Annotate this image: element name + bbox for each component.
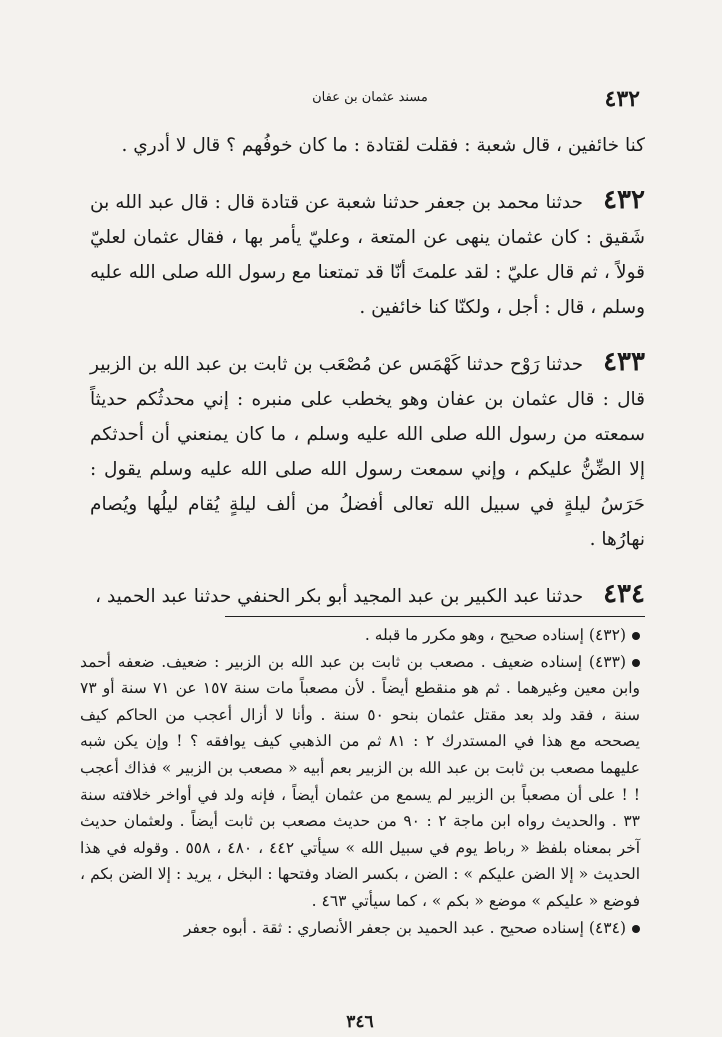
hadith-range-number: ٤٣٢ (604, 86, 640, 112)
footnote-text: (٤٣٤) إسناده صحيح . عبد الحميد بن جعفر الأنصاري : ثقة . أبوه جعفر (183, 918, 626, 937)
running-title: مسند عثمان بن عفان (312, 90, 428, 105)
hadith-text: حدثنا محمد بن جعفر حدثنا شعبة عن قتادة قال : قال عبد الله بن شَقيق : كان عثمان ينهى عن المتعة ، وعليّ يأمر بها ، فقال عثمان لعليّ قولاً ، ثم قال عليّ : لقد علمتَ أنّا قد تمتعنا مع رسول الله صلى الله عليه وسلم ، قال : أجل ، ولكنّا كنا خائفين . (90, 192, 645, 318)
footnote-text: (٤٣٣) إسناده ضعيف . مصعب بن ثابت بن عبد الله بن الزبير : ضعيف. ضعفه أحمد وابن معين وغيرهما . ثم هو منقطع أيضاً . لأن مصعباً مات سنة ١٥٧ عن ٧١ سنة أو ٧٣ سنة ، فقد ولد بعد مقتل عثمان بنحو ٥٠ سنة . وأنا لا أزال أعجب من الحاكم كيف يصححه مع هذا في المستدرك ٢ : ٨١ ثم من الذهبي كيف يوافقه ؟ ! وإن يكن شبه عليهما مصعب بن ثابت بن عبد الله بن الزبير بعم أبيه « مصعب بن الزبير » فذاك أعجب ! ! على أن مصعباً بن الزبير لم يسمع من عثمان أيضاً ، فإنه ولد في أواخر خلافته سنة ٣٣ . والحديث رواه ابن ماجة ٢ : ٩٠ من حديث مصعب بن ثابت أيضاً . ولعثمان حديث آخر بمعناه بلفظ « رباط يوم في سبيل الله » سيأتي ٤٤٢ ، ٤٨٠ ، ٥٥٨ . وقوله في هذا الحديث « إلا الضن عليكم » : الضن ، بكسر الضاد وفتحها : البخل ، يريد : إلا الضن بكم ، فوضع « عليكم » موضع « بكم » ، كما سيأتي ٤٦٣ . (80, 652, 641, 910)
hadith-432 (90, 183, 645, 325)
hadith-433 (90, 345, 645, 557)
footnote-434 (80, 915, 640, 942)
footnote-432 (80, 622, 640, 649)
main-text (90, 128, 645, 614)
hadith-number: ٤٣٤ (603, 579, 645, 609)
bullet-icon (632, 632, 640, 640)
page-header (95, 86, 640, 110)
footnote-divider (225, 616, 645, 617)
hadith-434 (90, 577, 645, 614)
footnote-text: (٤٣٢) إسناده صحيح ، وهو مكرر ما قبله . (364, 626, 626, 644)
bullet-icon (632, 925, 640, 933)
hadith-text: حدثنا عبد الكبير بن عبد المجيد أبو بكر الحنفي حدثنا عبد الحميد ، (95, 586, 584, 607)
hadith-number: ٤٣٣ (603, 347, 645, 377)
continuation-line: كنا خائفين ، قال شعبة : فقلت لقتادة : ما كان خوفُهم ؟ قال لا أدري . (121, 135, 645, 156)
bullet-icon (632, 659, 640, 667)
footnotes (80, 622, 640, 941)
page-number: ٣٤٦ (346, 1012, 374, 1032)
hadith-text: حدثنا رَوْح حدثنا كَهْمَس عن مُصْعَب بن ثابت بن عبد الله بن الزبير قال : قال عثمان بن عفان وهو يخطب على منبره : إني محدثُكم حديثاً سمعته من رسول الله صلى الله عليه وسلم ، ما كان يمنعني أن أحدثكم إلا الضِّنُّ عليكم ، وإني سمعت رسول الله صلى الله عليه وسلم يقول : حَرَسُ ليلةٍ في سبيل الله تعالى أفضلُ من ألف ليلةٍ يُقام ليلُها ويُصام نهارُها . (90, 354, 645, 550)
footnote-433 (80, 649, 640, 915)
hadith-number: ٤٣٢ (603, 185, 645, 215)
